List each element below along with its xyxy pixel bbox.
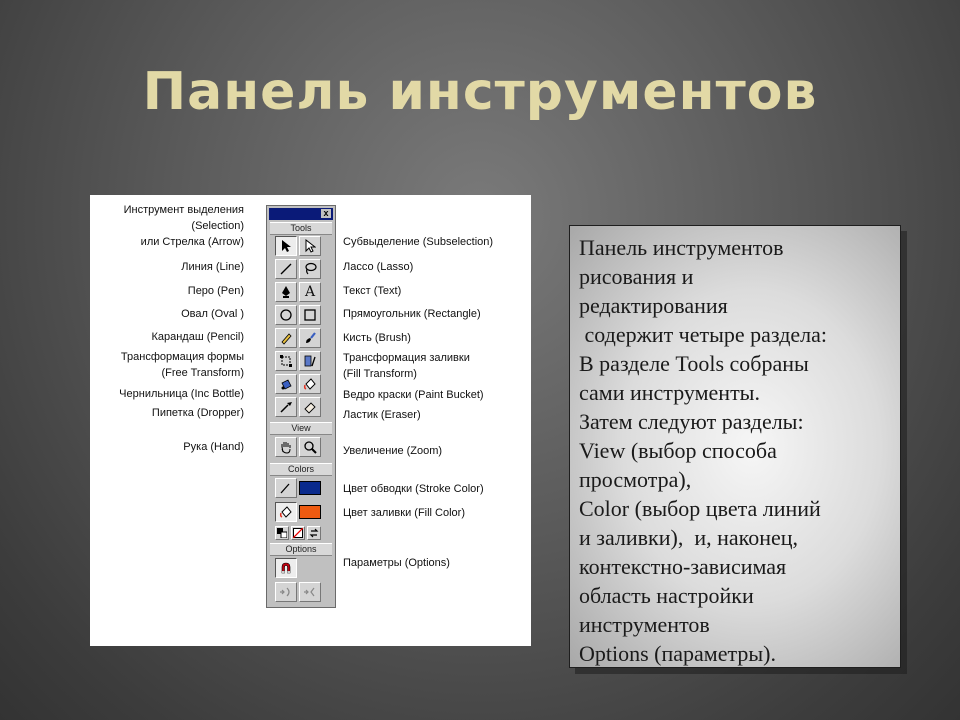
description-line: сами инструменты. (579, 380, 760, 405)
label-fill-transform-1: Трансформация заливки (343, 352, 470, 364)
section-view: View (270, 422, 332, 435)
description-line: просмотра), (579, 467, 692, 492)
description-line: инструментов (579, 612, 710, 637)
description-line: View (выбор способа (579, 438, 777, 463)
label-free-transform-2: (Free Transform) (161, 367, 244, 379)
magnet-icon[interactable] (275, 558, 297, 578)
description-line: содержит четыре раздела: (579, 322, 828, 347)
description-line: В разделе Tools собраны (579, 351, 809, 376)
section-options: Options (270, 543, 332, 556)
label-oval: Овал (Oval ) (181, 308, 244, 320)
swap-colors-icon[interactable] (307, 526, 321, 540)
label-text: Текст (Text) (343, 285, 402, 297)
eraser-icon[interactable] (299, 397, 321, 417)
text-icon[interactable]: A (299, 282, 321, 302)
palette-title-bar (269, 208, 333, 220)
label-subselection: Субвыделение (Subselection) (343, 236, 494, 248)
zoom-icon[interactable] (299, 437, 321, 457)
pencil-icon[interactable] (275, 328, 297, 348)
label-options: Параметры (Options) (343, 557, 450, 569)
description-line: Панель инструментов (579, 235, 784, 260)
pen-icon[interactable] (275, 282, 297, 302)
brush-icon[interactable] (299, 328, 321, 348)
label-stroke-color: Цвет обводки (Stroke Color) (343, 483, 484, 495)
close-icon[interactable]: x (321, 209, 331, 218)
label-fill-color: Цвет заливки (Fill Color) (343, 507, 466, 519)
label-paint-bucket: Ведро краски (Paint Bucket) (343, 389, 484, 401)
description-line: и заливки), и, наконец, (579, 525, 799, 550)
description-line: рисования и (579, 264, 694, 289)
oval-icon[interactable] (275, 305, 297, 325)
description-line: редактирования (579, 293, 728, 318)
description-line: Color (выбор цвета линий (579, 496, 821, 521)
straighten-icon[interactable] (299, 582, 321, 602)
label-selection-3: или Стрелка (Arrow) (140, 236, 244, 248)
fill-color-swatch[interactable] (299, 505, 321, 519)
label-ink-bottle: Чернильница (Inc Bottle) (119, 388, 244, 400)
ink-bottle-icon[interactable] (275, 374, 297, 394)
smooth-icon[interactable] (275, 582, 297, 602)
label-selection-2: (Selection) (191, 220, 244, 232)
label-fill-transform-2: (Fill Transform) (343, 368, 417, 380)
section-tools: Tools (270, 222, 332, 235)
fill-color-icon[interactable] (275, 502, 297, 522)
line-icon[interactable] (275, 259, 297, 279)
lasso-icon[interactable] (299, 259, 321, 279)
label-zoom: Увеличение (Zoom) (343, 445, 443, 457)
label-pencil: Карандаш (Pencil) (151, 331, 244, 343)
dropper-icon[interactable] (275, 397, 297, 417)
stroke-color-swatch[interactable] (299, 481, 321, 495)
description-line: Options (параметры). (579, 641, 776, 666)
stroke-color-icon[interactable] (275, 478, 297, 498)
slide-title: Панель инструментов (142, 62, 818, 122)
label-brush: Кисть (Brush) (343, 332, 411, 344)
rectangle-icon[interactable] (299, 305, 321, 325)
fill-transform-icon[interactable] (299, 351, 321, 371)
tool-palette (266, 205, 336, 608)
description-line: Затем следуют разделы: (579, 409, 804, 434)
subselect-icon[interactable] (299, 236, 321, 256)
description-line: контекстно-зависимая (579, 554, 787, 579)
description-line: область настройки (579, 583, 754, 608)
no-color-icon[interactable] (291, 526, 305, 540)
label-free-transform-1: Трансформация формы (120, 351, 244, 363)
toolbar-figure (90, 195, 531, 646)
label-dropper: Пипетка (Dropper) (151, 407, 244, 419)
label-line: Линия (Line) (181, 261, 244, 273)
label-eraser: Ластик (Eraser) (343, 409, 421, 421)
free-transform-icon[interactable] (275, 351, 297, 371)
label-hand: Рука (Hand) (183, 441, 244, 453)
label-pen: Перо (Pen) (187, 285, 244, 297)
label-lasso: Лассо (Lasso) (343, 261, 414, 273)
default-colors-icon[interactable] (275, 526, 289, 540)
arrow-icon[interactable] (275, 236, 297, 256)
section-colors: Colors (270, 463, 332, 476)
paint-bucket-icon[interactable] (299, 374, 321, 394)
label-rectangle: Прямоугольник (Rectangle) (343, 308, 481, 320)
label-selection-1: Инструмент выделения (123, 204, 244, 216)
description-box (569, 225, 901, 668)
hand-icon[interactable] (275, 437, 297, 457)
